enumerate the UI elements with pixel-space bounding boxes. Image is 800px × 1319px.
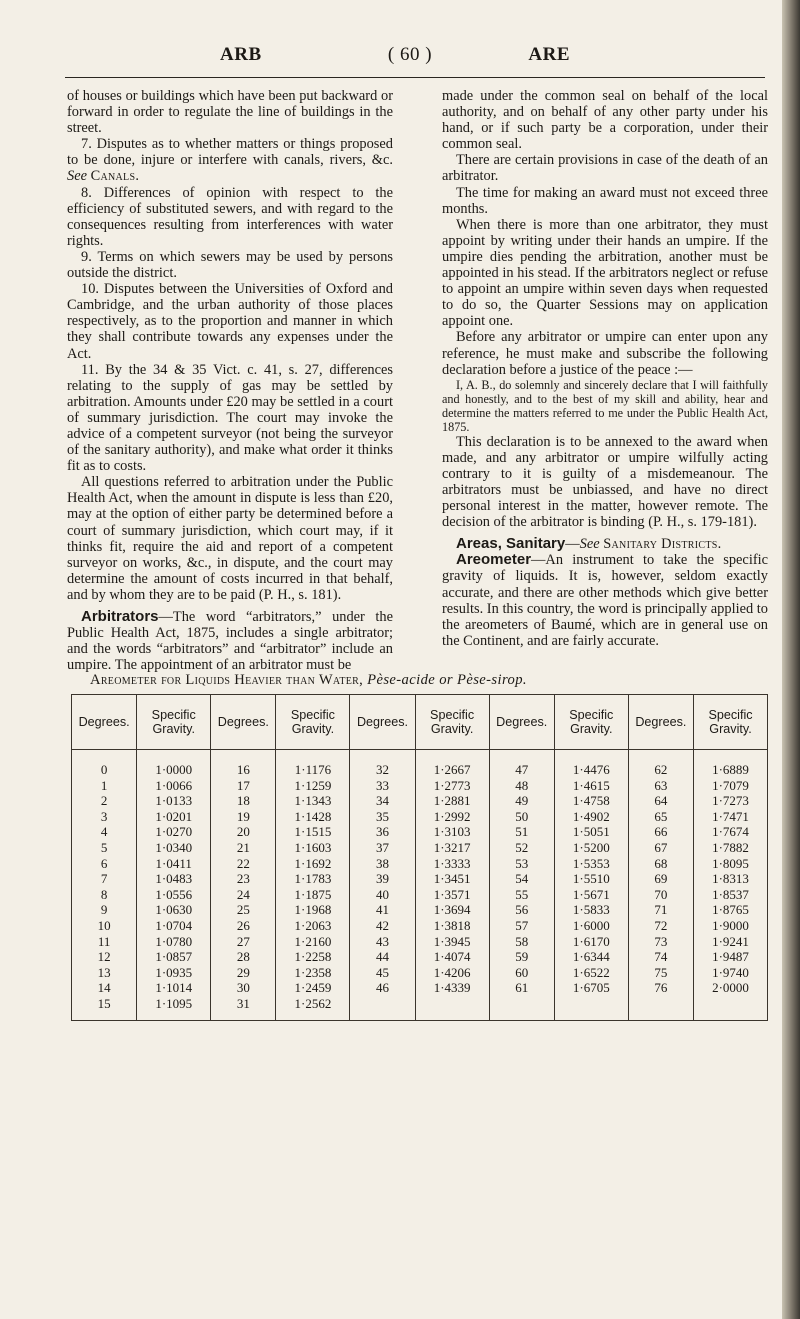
left-paragraph [67, 474, 393, 603]
header-specific-gravity: Specific Gravity. [415, 695, 489, 750]
arbitrators-headword: Arbitrators [81, 608, 159, 625]
right-paragraph-text: There are certain provisions in case of the death of an arbitrator. [442, 152, 768, 185]
degrees-cell: 36 [376, 824, 390, 840]
specific-gravity-cell: 1·0201 [155, 808, 193, 824]
degrees-cell: 70 [654, 886, 668, 902]
left-paragraph-text: 8. Differences of opinion with respect to the efficiency of substituted sewers, and with regard to the consequences resulting from interferences with water rights. [67, 184, 393, 249]
degrees-cell: 26 [236, 917, 250, 933]
left-paragraph-text: 10. Disputes between the Universities of Oxford and Cambridge, and the urban authority of those places respectively, as to the proportion and manner in which they shall contribute towards any expenses under the Act. [67, 281, 393, 362]
specific-gravity-cell: 1·4615 [572, 777, 610, 793]
right-paragraph [442, 88, 768, 152]
specific-gravity-cell: 1·1176 [294, 762, 332, 777]
degrees-cell: 39 [376, 871, 390, 887]
specific-gravity-cell: 1·2063 [294, 917, 332, 933]
left-paragraph-text: of houses or buildings which have been put backward or forward in order to regulate the line of buildings in the street. [67, 88, 393, 137]
right-paragraph [442, 217, 768, 330]
header-degrees: Degrees. [72, 695, 137, 750]
specific-gravity-cell: 1·0857 [155, 949, 193, 965]
areas-entry [442, 536, 768, 552]
specific-gravity-cell: 1·1783 [294, 871, 332, 887]
degrees-cell: 10 [97, 917, 111, 933]
degrees-cell: 25 [236, 902, 250, 918]
specific-gravity-cell: 1·2881 [433, 793, 471, 809]
left-paragraph [67, 185, 393, 249]
specific-gravity-cell: 1·5510 [572, 871, 610, 887]
left-paragraph [67, 136, 393, 184]
specific-gravity-cell: 1·9487 [712, 949, 749, 965]
degrees-cell: 30 [236, 980, 250, 996]
left-paragraph [67, 249, 393, 281]
degrees-cell: 51 [515, 824, 529, 840]
degrees-cell: 74 [654, 949, 668, 965]
areometer-entry [442, 552, 768, 649]
arbitrators-entry [67, 609, 393, 673]
specific-gravity-column [276, 750, 350, 1021]
specific-gravity-cell: 1·0340 [155, 839, 193, 855]
degrees-cell: 43 [376, 933, 390, 949]
degrees-cell: 33 [376, 777, 390, 793]
header-degrees: Degrees. [211, 695, 276, 750]
degrees-cell: 76 [654, 980, 668, 996]
header-specific-gravity: Specific Gravity. [137, 695, 211, 750]
specific-gravity-cell: 1·3217 [433, 839, 471, 855]
specific-gravity-cell: 1·3818 [433, 917, 471, 933]
specific-gravity-table [71, 694, 768, 1021]
table-title-main: Areometer for Liquids Heavier than Water, [90, 672, 364, 688]
specific-gravity-cell: 1·9241 [712, 933, 749, 949]
left-paragraph [67, 88, 393, 136]
specific-gravity-cell: 1·8537 [712, 886, 749, 902]
specific-gravity-cell: 1·2562 [294, 995, 332, 1011]
degrees-cell: 72 [654, 917, 668, 933]
declaration-text: I, A. B., do solemnly and sincerely declare that I will faithfully and honestly, and to the best of my skill and ability, hear and determine the matters referred to me under the Public Health Act, 1875. [442, 377, 768, 434]
specific-gravity-cell: 1·2667 [433, 762, 471, 777]
specific-gravity-cell: 1·4758 [572, 793, 610, 809]
degrees-cell: 45 [376, 964, 390, 980]
specific-gravity-cell: 1·2160 [294, 933, 332, 949]
degrees-cell: 62 [654, 762, 668, 777]
specific-gravity-cell: 1·4206 [433, 964, 471, 980]
see-reference-label: See [67, 168, 87, 185]
degrees-cell: 1 [100, 777, 108, 793]
degrees-cell: 27 [236, 933, 250, 949]
specific-gravity-cell: 1·8313 [712, 871, 749, 887]
specific-gravity-column [415, 750, 489, 1021]
degrees-cell: 52 [515, 839, 529, 855]
degrees-cell: 15 [97, 995, 111, 1011]
header-right-guide-word: ARE [528, 44, 570, 65]
specific-gravity-cell: 1·2358 [294, 964, 332, 980]
degrees-cell: 13 [97, 964, 111, 980]
specific-gravity-column [137, 750, 211, 1021]
degrees-cell: 0 [100, 762, 108, 777]
header-left-guide-word: ARB [220, 44, 262, 65]
specific-gravity-cell: 1·6705 [572, 980, 610, 996]
areas-reference: Sanitary Districts. [603, 536, 722, 553]
degrees-cell: 9 [100, 902, 108, 918]
left-paragraph-text: 7. Disputes as to whether matters or things proposed to be done, injure or interfere with canals, rivers, &c. [67, 136, 393, 169]
specific-gravity-cell: 1·0000 [155, 762, 193, 777]
specific-gravity-cell: 1·2992 [433, 808, 471, 824]
specific-gravity-cell: 1·4339 [433, 980, 471, 996]
table-title [90, 672, 750, 689]
left-column [67, 88, 393, 673]
specific-gravity-cell: 1·1095 [155, 995, 193, 1011]
specific-gravity-cell: 1·0556 [155, 886, 193, 902]
header-degrees: Degrees. [350, 695, 415, 750]
specific-gravity-cell: 1·6170 [572, 933, 610, 949]
degrees-cell: 4 [100, 824, 108, 840]
degrees-cell: 61 [515, 980, 529, 996]
degrees-cell: 35 [376, 808, 390, 824]
degrees-cell: 50 [515, 808, 529, 824]
right-column [442, 88, 768, 649]
specific-gravity-cell: 1·7471 [712, 808, 749, 824]
specific-gravity-cell: 1·1014 [155, 980, 193, 996]
left-paragraph-text: 11. By the 34 & 35 Vict. c. 41, s. 27, differences relating to the supply of gas may be settled by arbitration. Amounts under £20 may be settled in a court of summary jurisdiction. The court may invoke the advice of a competent surveyor (not being the surveyor of the sanitary authority), and make what order it thinks fit as to costs. [67, 361, 393, 475]
left-paragraph [67, 362, 393, 475]
degrees-column [72, 750, 137, 1021]
specific-gravity-cell: 1·0133 [155, 793, 193, 809]
degrees-cell: 32 [376, 762, 390, 777]
degrees-cell: 6 [100, 855, 108, 871]
degrees-cell: 8 [100, 886, 108, 902]
specific-gravity-cell: 1·3945 [433, 933, 471, 949]
specific-gravity-cell: 1·5671 [572, 886, 610, 902]
degrees-cell: 41 [376, 902, 390, 918]
specific-gravity-column [694, 750, 768, 1021]
left-paragraph [67, 281, 393, 361]
degrees-cell: 19 [236, 808, 250, 824]
degrees-cell: 23 [236, 871, 250, 887]
degrees-cell: 49 [515, 793, 529, 809]
specific-gravity-cell: 1·0411 [155, 855, 192, 871]
degrees-cell: 22 [236, 855, 250, 871]
degrees-cell: 55 [515, 886, 529, 902]
header-rule [65, 77, 765, 78]
degrees-column [489, 750, 554, 1021]
specific-gravity-cell: 1·6344 [572, 949, 610, 965]
table-header-row [72, 695, 768, 750]
degrees-cell: 21 [236, 839, 250, 855]
specific-gravity-cell: 1·0780 [155, 933, 193, 949]
specific-gravity-cell: 1·4074 [433, 949, 471, 965]
degrees-cell: 46 [376, 980, 390, 996]
specific-gravity-cell: 1·3694 [433, 902, 471, 918]
areometer-text: —An instrument to take the specific gravity of liquids. It is, however, seldom exactly accurate, and there are other methods which give better results. In this country, the word is principally applied to the areometers of Baumé, which are in general use on the Continent, and are fairly accurate. [442, 552, 768, 649]
degrees-cell: 54 [515, 871, 529, 887]
specific-gravity-cell: 1·5353 [572, 855, 610, 871]
degrees-cell: 3 [100, 808, 108, 824]
degrees-cell: 75 [654, 964, 668, 980]
degrees-cell: 64 [654, 793, 668, 809]
specific-gravity-cell: 1·1875 [294, 886, 332, 902]
areas-see: See [579, 536, 600, 553]
specific-gravity-cell: 1·2258 [294, 949, 332, 965]
specific-gravity-cell: 1·6522 [572, 964, 610, 980]
degrees-cell: 20 [236, 824, 250, 840]
specific-gravity-cell: 1·5200 [572, 839, 610, 855]
degrees-cell: 7 [100, 871, 108, 887]
page-number: ( 60 ) [387, 44, 433, 65]
specific-gravity-cell: 1·1603 [294, 839, 332, 855]
degrees-cell: 42 [376, 917, 390, 933]
specific-gravity-cell: 1·3451 [433, 871, 471, 887]
right-paragraph-text: Before any arbitrator or umpire can enter upon any reference, he must make and subscribe the following declaration before a justice of the peace :— [442, 329, 768, 378]
header-specific-gravity: Specific Gravity. [694, 695, 768, 750]
specific-gravity-cell: 1·5833 [572, 902, 610, 918]
left-paragraph-text: All questions referred to arbitration under the Public Health Act, when the amount in dispute is less than £20, may at the option of either party be determined before a court of summary jurisdiction, which court may, if it thinks fit, require the aid and report of a competent surveyor on works, &c., in dispute, and the court may determine the amount of costs incurred in that behalf, and by whom they are to be paid (P. H., s. 181). [67, 474, 393, 603]
specific-gravity-cell: 1·0066 [155, 777, 193, 793]
specific-gravity-cell: 1·3103 [433, 824, 471, 840]
specific-gravity-cell: 1·0630 [155, 902, 193, 918]
areas-headword: Areas, Sanitary [456, 535, 566, 553]
specific-gravity-cell: 1·5051 [572, 824, 610, 840]
degrees-cell: 57 [515, 917, 529, 933]
table-row [72, 750, 768, 1021]
degrees-cell: 53 [515, 855, 529, 871]
specific-gravity-cell: 1·8095 [712, 855, 749, 871]
specific-gravity-cell: 1·8765 [712, 902, 749, 918]
degrees-cell: 12 [97, 949, 111, 965]
degrees-cell: 60 [515, 964, 529, 980]
degrees-cell: 14 [97, 980, 111, 996]
specific-gravity-cell: 1·4902 [572, 808, 610, 824]
degrees-cell: 63 [654, 777, 668, 793]
specific-gravity-cell: 1·7079 [712, 777, 749, 793]
specific-gravity-cell: 1·2459 [294, 980, 332, 996]
right-paragraph [442, 152, 768, 184]
specific-gravity-cell: 1·6000 [572, 917, 610, 933]
header-specific-gravity: Specific Gravity. [276, 695, 350, 750]
degrees-cell: 29 [236, 964, 250, 980]
degrees-cell: 28 [236, 949, 250, 965]
header-degrees: Degrees. [628, 695, 693, 750]
specific-gravity-cell: 1·1968 [294, 902, 332, 918]
specific-gravity-cell: 1·1692 [294, 855, 332, 871]
degrees-cell: 17 [236, 777, 250, 793]
specific-gravity-cell: 1·0483 [155, 871, 193, 887]
degrees-cell: 31 [236, 995, 250, 1011]
arbitrators-text: —The word “arbitrators,” under the Public Health Act, 1875, includes a single arbitrator; and the words “arbitrators” and “arbitrator” include an umpire. The appointment of an arbitrator must be [67, 609, 393, 674]
right-paragraph-text: The time for making an award must not exceed three months. [442, 184, 768, 217]
degrees-cell: 66 [654, 824, 668, 840]
specific-gravity-cell: 1·9740 [712, 964, 749, 980]
degrees-cell: 47 [515, 762, 529, 777]
specific-gravity-cell: 1·3333 [433, 855, 471, 871]
specific-gravity-cell: 1·7674 [712, 824, 749, 840]
left-paragraph-text: 9. Terms on which sewers may be used by persons outside the district. [67, 248, 393, 282]
right-after-paragraph [442, 434, 768, 531]
right-after-paragraph-text: This declaration is to be annexed to the award when made, and any arbitrator or umpire wilfully acting contrary to it is guilty of a misdemeanour. The arbitrators must be unbiassed, and have no direct personal interest in the matter, however remote. The decision of the arbitrator is binding (P. H., s. 179-181). [442, 433, 768, 531]
right-paragraph [442, 329, 768, 377]
specific-gravity-cell: 1·7273 [712, 793, 749, 809]
degrees-cell: 68 [654, 855, 668, 871]
specific-gravity-cell: 1·1343 [294, 793, 332, 809]
specific-gravity-cell: 1·6889 [712, 762, 749, 777]
degrees-cell: 38 [376, 855, 390, 871]
specific-gravity-cell: 1·7882 [712, 839, 749, 855]
specific-gravity-cell: 1·4476 [572, 762, 610, 777]
degrees-cell: 67 [654, 839, 668, 855]
degrees-cell: 11 [97, 933, 111, 949]
page-edge-shadow [782, 0, 800, 1319]
right-paragraph-text: When there is more than one arbitrator, they must appoint by writing under their hands an umpire. If the umpire dies pending the arbitration, another must be appointed in his stead. If the arbitrators neglect or refuse to appoint an umpire within seven days when requested to do so, the Quarter Sessions may on application appoint one. [442, 216, 768, 330]
header-degrees: Degrees. [489, 695, 554, 750]
specific-gravity-cell: 1·0704 [155, 917, 193, 933]
areas-dash: — [565, 536, 580, 553]
degrees-cell: 56 [515, 902, 529, 918]
degrees-column [211, 750, 276, 1021]
degrees-cell: 73 [654, 933, 668, 949]
degrees-cell: 59 [515, 949, 529, 965]
degrees-cell: 48 [515, 777, 529, 793]
degrees-column [628, 750, 693, 1021]
degrees-column [350, 750, 415, 1021]
specific-gravity-cell: 1·0935 [155, 964, 193, 980]
specific-gravity-cell: 1·2773 [433, 777, 471, 793]
specific-gravity-cell: 1·3571 [433, 886, 471, 902]
degrees-cell: 65 [654, 808, 668, 824]
degrees-cell: 2 [100, 793, 108, 809]
specific-gravity-cell: 1·1428 [294, 808, 332, 824]
header-specific-gravity: Specific Gravity. [554, 695, 628, 750]
degrees-cell: 71 [654, 902, 668, 918]
specific-gravity-cell: 1·1259 [294, 777, 332, 793]
areometer-headword: Areometer [456, 551, 532, 569]
right-paragraph [442, 185, 768, 217]
degrees-cell: 40 [376, 886, 390, 902]
degrees-cell: 18 [236, 793, 250, 809]
page-header [90, 44, 730, 74]
right-paragraph-text: made under the common seal on behalf of the local authority, and on behalf of any other party under his hand, or if such party be a corporation, under their common seal. [442, 88, 768, 153]
specific-gravity-column [554, 750, 628, 1021]
degrees-cell: 69 [654, 871, 668, 887]
see-reference-target: Canals. [90, 168, 140, 185]
specific-gravity-cell: 1·0270 [155, 824, 193, 840]
degrees-cell: 16 [236, 762, 250, 777]
specific-gravity-cell: 2·0000 [712, 980, 749, 996]
degrees-cell: 58 [515, 933, 529, 949]
degrees-cell: 37 [376, 839, 390, 855]
table-title-italic: Pèse-acide or Pèse-sirop. [367, 672, 527, 688]
specific-gravity-cell: 1·9000 [712, 917, 749, 933]
degrees-cell: 44 [376, 949, 390, 965]
degrees-cell: 24 [236, 886, 250, 902]
degrees-cell: 34 [376, 793, 390, 809]
degrees-cell: 5 [100, 839, 108, 855]
specific-gravity-cell: 1·1515 [294, 824, 332, 840]
